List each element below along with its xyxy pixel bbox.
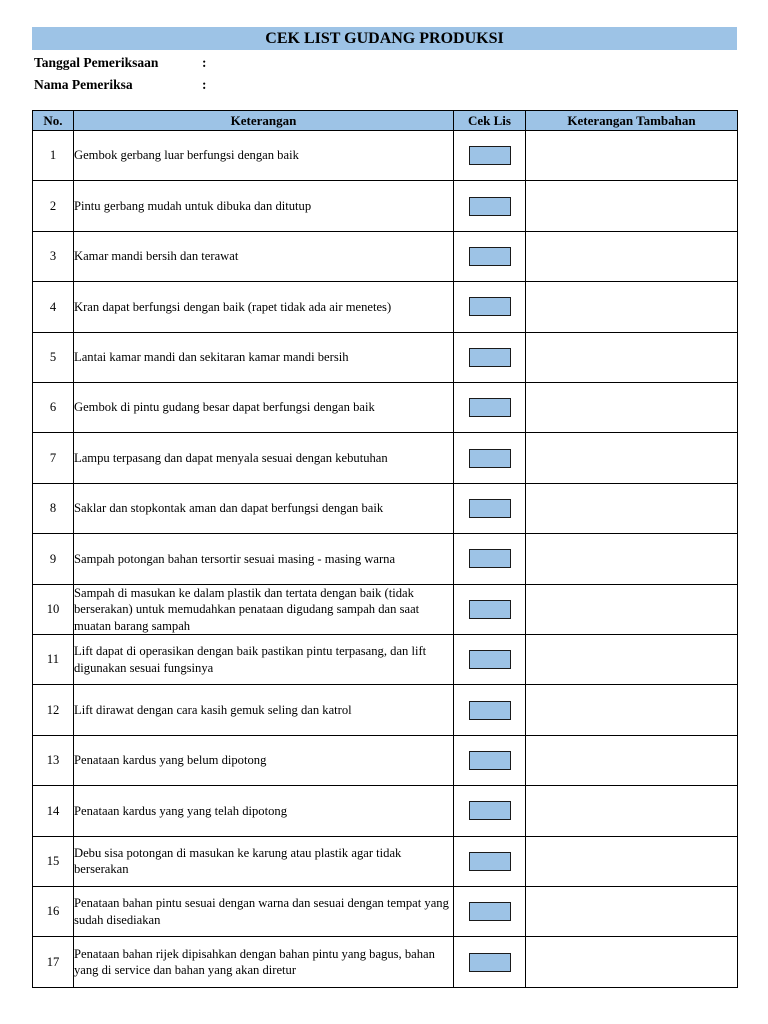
check-box[interactable] — [469, 650, 511, 669]
row-number: 4 — [33, 282, 74, 332]
header-keterangan-tambahan: Keterangan Tambahan — [526, 111, 738, 131]
row-number: 17 — [33, 937, 74, 987]
row-extra-notes-cell[interactable] — [526, 584, 738, 635]
row-extra-notes-cell[interactable] — [526, 382, 738, 432]
row-number: 11 — [33, 635, 74, 685]
row-extra-notes-cell[interactable] — [526, 181, 738, 231]
check-box[interactable] — [469, 600, 511, 619]
check-box[interactable] — [469, 801, 511, 820]
row-check-cell — [454, 786, 526, 836]
row-check-cell — [454, 131, 526, 181]
row-extra-notes-cell[interactable] — [526, 836, 738, 886]
row-extra-notes-cell[interactable] — [526, 937, 738, 987]
table-row — [33, 584, 738, 635]
row-check-cell — [454, 635, 526, 685]
row-description: Pintu gerbang mudah untuk dibuka dan ditutup — [74, 181, 454, 231]
row-description: Sampah di masukan ke dalam plastik dan tertata dengan baik (tidak berserakan) untuk memudahkan penataan digudang sampah dan saat muatan barang sampah — [74, 584, 454, 635]
meta-nama-pemeriksa — [34, 77, 207, 93]
meta-label: Tanggal Pemeriksaan — [34, 55, 159, 70]
row-extra-notes-cell[interactable] — [526, 131, 738, 181]
header-cek-lis: Cek Lis — [454, 111, 526, 131]
row-description: Gembok gerbang luar berfungsi dengan baik — [74, 131, 454, 181]
check-box[interactable] — [469, 852, 511, 871]
row-check-cell — [454, 282, 526, 332]
table-row — [33, 685, 738, 735]
row-extra-notes-cell[interactable] — [526, 433, 738, 483]
row-number: 14 — [33, 786, 74, 836]
row-number: 16 — [33, 886, 74, 936]
check-box[interactable] — [469, 902, 511, 921]
table-row — [33, 836, 738, 886]
row-extra-notes-cell[interactable] — [526, 685, 738, 735]
row-description: Penataan bahan pintu sesuai dengan warna dan sesuai dengan tempat yang sudah disediakan — [74, 886, 454, 936]
check-box[interactable] — [469, 398, 511, 417]
row-description: Kamar mandi bersih dan terawat — [74, 231, 454, 281]
table-row — [33, 483, 738, 533]
row-check-cell — [454, 231, 526, 281]
table-row — [33, 886, 738, 936]
header-no: No. — [33, 111, 74, 131]
meta-colon: : — [202, 77, 207, 92]
table-row — [33, 382, 738, 432]
row-check-cell — [454, 886, 526, 936]
table-row — [33, 282, 738, 332]
row-description: Saklar dan stopkontak aman dan dapat berfungsi dengan baik — [74, 483, 454, 533]
check-box[interactable] — [469, 499, 511, 518]
check-box[interactable] — [469, 449, 511, 468]
row-number: 2 — [33, 181, 74, 231]
row-extra-notes-cell[interactable] — [526, 332, 738, 382]
document-title: CEK LIST GUDANG PRODUKSI — [32, 27, 737, 50]
table-row — [33, 937, 738, 987]
row-description: Lampu terpasang dan dapat menyala sesuai dengan kebutuhan — [74, 433, 454, 483]
table-row — [33, 131, 738, 181]
row-extra-notes-cell[interactable] — [526, 735, 738, 785]
meta-colon: : — [202, 55, 207, 70]
row-number: 1 — [33, 131, 74, 181]
row-description: Debu sisa potongan di masukan ke karung atau plastik agar tidak berserakan — [74, 836, 454, 886]
row-extra-notes-cell[interactable] — [526, 886, 738, 936]
row-check-cell — [454, 685, 526, 735]
check-box[interactable] — [469, 953, 511, 972]
row-description: Penataan bahan rijek dipisahkan dengan bahan pintu yang bagus, bahan yang di service dan bahan yang akan diretur — [74, 937, 454, 987]
checklist-table — [32, 110, 738, 988]
check-box[interactable] — [469, 197, 511, 216]
row-extra-notes-cell[interactable] — [526, 282, 738, 332]
check-box[interactable] — [469, 751, 511, 770]
check-box[interactable] — [469, 348, 511, 367]
row-check-cell — [454, 836, 526, 886]
row-extra-notes-cell[interactable] — [526, 635, 738, 685]
table-row — [33, 231, 738, 281]
table-header-row — [33, 111, 738, 131]
row-extra-notes-cell[interactable] — [526, 786, 738, 836]
check-box[interactable] — [469, 549, 511, 568]
check-box[interactable] — [469, 247, 511, 266]
row-number: 8 — [33, 483, 74, 533]
row-number: 3 — [33, 231, 74, 281]
table-row — [33, 735, 738, 785]
row-description: Lantai kamar mandi dan sekitaran kamar mandi bersih — [74, 332, 454, 382]
row-check-cell — [454, 332, 526, 382]
table-row — [33, 635, 738, 685]
table-row — [33, 433, 738, 483]
row-extra-notes-cell[interactable] — [526, 534, 738, 584]
row-check-cell — [454, 181, 526, 231]
row-number: 13 — [33, 735, 74, 785]
meta-tanggal-pemeriksaan — [34, 55, 207, 71]
meta-label: Nama Pemeriksa — [34, 77, 133, 92]
row-description: Penataan kardus yang belum dipotong — [74, 735, 454, 785]
row-description: Penataan kardus yang yang telah dipotong — [74, 786, 454, 836]
row-extra-notes-cell[interactable] — [526, 483, 738, 533]
table-row — [33, 332, 738, 382]
row-description: Lift dirawat dengan cara kasih gemuk seling dan katrol — [74, 685, 454, 735]
row-description: Sampah potongan bahan tersortir sesuai masing - masing warna — [74, 534, 454, 584]
row-extra-notes-cell[interactable] — [526, 231, 738, 281]
row-number: 5 — [33, 332, 74, 382]
check-box[interactable] — [469, 297, 511, 316]
row-description: Kran dapat berfungsi dengan baik (rapet tidak ada air menetes) — [74, 282, 454, 332]
row-check-cell — [454, 382, 526, 432]
table-row — [33, 534, 738, 584]
row-check-cell — [454, 534, 526, 584]
row-check-cell — [454, 937, 526, 987]
row-description: Gembok di pintu gudang besar dapat berfungsi dengan baik — [74, 382, 454, 432]
row-number: 7 — [33, 433, 74, 483]
row-number: 15 — [33, 836, 74, 886]
row-check-cell — [454, 433, 526, 483]
table-row — [33, 786, 738, 836]
row-check-cell — [454, 483, 526, 533]
table-row — [33, 181, 738, 231]
row-number: 10 — [33, 584, 74, 635]
check-box[interactable] — [469, 701, 511, 720]
row-number: 12 — [33, 685, 74, 735]
header-keterangan: Keterangan — [74, 111, 454, 131]
row-check-cell — [454, 735, 526, 785]
check-box[interactable] — [469, 146, 511, 165]
row-number: 9 — [33, 534, 74, 584]
row-check-cell — [454, 584, 526, 635]
row-description: Lift dapat di operasikan dengan baik pastikan pintu terpasang, dan lift digunakan sesuai fungsinya — [74, 635, 454, 685]
row-number: 6 — [33, 382, 74, 432]
